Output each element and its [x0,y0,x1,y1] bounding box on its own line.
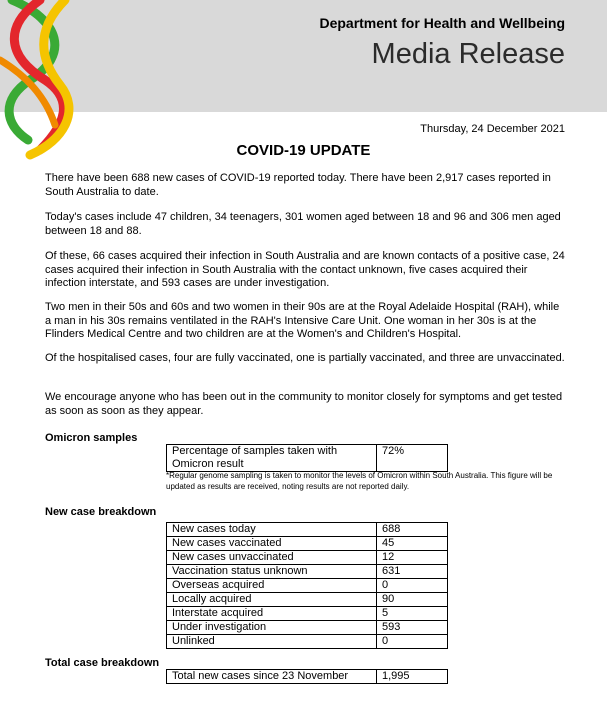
breakdown-table [166,522,448,649]
omicron-heading: Omicron samples [45,432,138,444]
paragraph-acquisition: Of these, 66 cases acquired their infection in South Australia and are known contacts of a positive case, 24 cases acquired their infection in South Australia with the contact unknown, five cases acquired their infection interstate, and 593 cases are under investigation. [45,250,565,289]
table-row [167,621,448,635]
row-value: 5 [377,607,448,621]
row-value: 90 [377,593,448,607]
row-value: 0 [377,635,448,649]
row-label: Under investigation [167,621,377,635]
table-row [167,537,448,551]
table-row [167,445,448,472]
row-label: Locally acquired [167,593,377,607]
release-date: Thursday, 24 December 2021 [420,123,565,135]
table-row [167,565,448,579]
breakdown-heading: New case breakdown [45,506,157,518]
row-value: 688 [377,523,448,537]
omicron-footnote: *Regular genome sampling is taken to monitor the levels of Omicron within South Australia. This figure will be updated as results are received, noting results are not reported daily. [166,471,553,491]
row-value: 593 [377,621,448,635]
paragraph-hospitals: Two men in their 50s and 60s and two women in their 90s are at the Royal Adelaide Hospital (RAH), while a man in his 30s remains ventilated in the RAH's Intensive Care Unit. One woman in her 30s is at the Flinders Medical Centre and two children are at the Women's and Children's Hospital. [45,301,560,340]
table-row [167,670,448,684]
total-heading: Total case breakdown [45,657,160,669]
table-row [167,551,448,565]
total-label: Total new cases since 23 November [167,670,377,684]
row-label: New cases vaccinated [167,537,377,551]
table-row [167,607,448,621]
row-label: Unlinked [167,635,377,649]
row-label: Vaccination status unknown [167,565,377,579]
row-label: Overseas acquired [167,579,377,593]
logo-ribbon-icon [0,0,90,160]
paragraph-vaccination: Of the hospitalised cases, four are fully vaccinated, one is partially vaccinated, and three are unvaccinated. [45,352,565,364]
omicron-label: Percentage of samples taken with Omicron result [167,445,377,472]
row-label: New cases unvaccinated [167,551,377,565]
media-release-title: Media Release [371,38,565,70]
paragraph-demographics: Today's cases include 47 children, 34 teenagers, 301 women aged between 18 and 96 and 306 men aged between 18 and 88. [45,211,561,237]
row-value: 0 [377,579,448,593]
table-row [167,579,448,593]
department-name: Department for Health and Wellbeing [319,15,565,31]
table-row [167,593,448,607]
row-value: 12 [377,551,448,565]
table-row [167,635,448,649]
document-title: COVID-19 UPDATE [236,142,371,159]
row-label: Interstate acquired [167,607,377,621]
row-label: New cases today [167,523,377,537]
row-value: 45 [377,537,448,551]
total-table [166,669,448,684]
omicron-value: 72% [377,445,448,472]
omicron-table [166,444,448,472]
paragraph-encouragement: We encourage anyone who has been out in the community to monitor closely for symptoms and get tested as soon as soon as they appear. [45,391,563,417]
paragraph-cases-reported: There have been 688 new cases of COVID-19 reported today. There have been 2,917 cases reported in South Australia to date. [45,172,551,198]
row-value: 631 [377,565,448,579]
total-value: 1,995 [377,670,448,684]
table-row [167,523,448,537]
header-band [0,0,607,112]
